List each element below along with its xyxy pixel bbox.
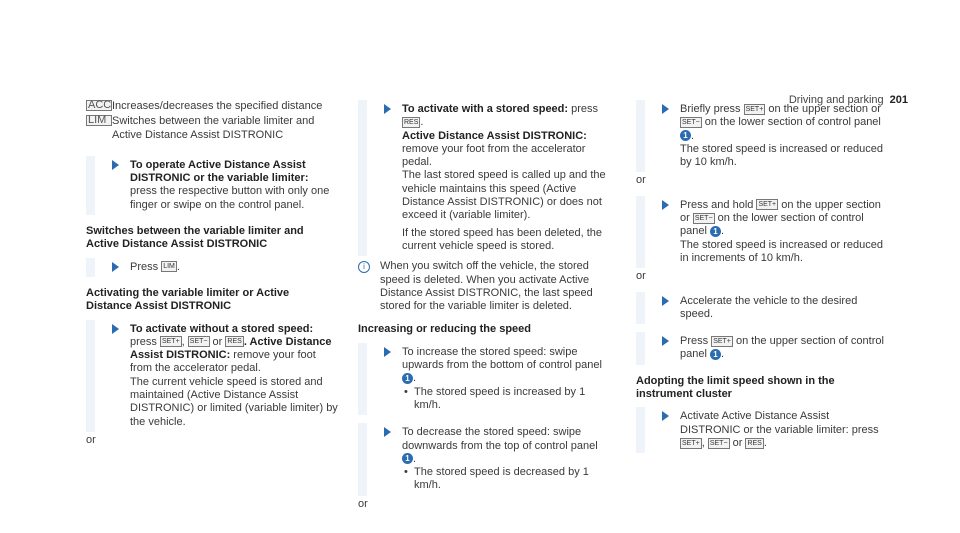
separator: . [691,129,695,142]
separator: . [763,436,767,449]
limiter-icon: LIM [86,115,112,126]
set-down-button-icon: SET− [694,214,713,222]
column-3 [636,100,888,453]
step-text: on the upper section or [765,103,881,115]
instruction-step [636,196,888,268]
step-arrow-icon [662,104,669,114]
step-heading: Active Distance Assist DISTRONIC: [402,129,587,142]
step-text: remove your foot from the accelerator pedal. [402,142,586,169]
callout-number: 1 [402,453,413,464]
step-arrow-icon [662,411,669,421]
column-1 [86,100,338,455]
step-text: The stored speed is increased or reduced in increments of 10 km/h. [680,238,884,264]
set-up-button-icon: SET+ [713,337,731,345]
step-arrow-icon [384,347,391,357]
bullet-item: • The stored speed is increased by 1 km/h. [402,386,610,413]
step-heading: To activate without a stored speed: [130,322,314,335]
step-text: remove your foot from the accelerator pedal. [130,349,316,375]
step-arrow-icon [662,336,669,346]
step-text: Press [130,260,162,273]
callout-number: 1 [710,349,721,360]
step-text: If the stored speed has been deleted, the current vehicle speed is stored. [402,226,602,252]
step-heading: To activate with a stored speed: [402,103,569,115]
separator: , [701,436,708,449]
step-text: The current vehicle speed is stored and maintained (Active Distance Assist DISTRONIC) or limited (variable limiter) by the vehicle. [130,375,338,428]
set-up-button-icon: SET+ [682,439,700,447]
separator: . [720,225,725,238]
separator: , [181,335,188,348]
set-down-button-icon: SET− [709,439,728,447]
separator: . [413,372,417,385]
instruction-step [86,320,338,432]
step-text: press [130,335,160,348]
set-down-button-icon: SET− [682,118,700,126]
instruction-step [86,156,338,215]
separator: or [729,436,746,449]
limiter-button-icon: LIM [163,263,175,271]
page-number: 201 [889,94,908,106]
callout-number: 1 [402,373,413,384]
or-separator: or [358,497,368,510]
step-text: on the upper section or [680,198,881,225]
step-arrow-icon [112,160,119,170]
step-text: To increase the stored speed: swipe upwards from the bottom of control panel [402,345,602,372]
set-up-button-icon: SET+ [161,338,180,346]
step-text: on the lower section of control panel [701,116,881,129]
resume-button-icon: RES [747,439,762,447]
column-2 [358,100,610,519]
symbol-desc: Switches between the variable limiter and Active Distance Assist DISTRONIC [112,115,315,141]
step-text: The last stored speed is called up and the vehicle maintains this speed (Active Distance Assist DISTRONIC) or does not exceed it (variable limiter). [402,169,606,222]
step-text: . [176,260,180,273]
resume-button-icon: RES [227,338,242,346]
symbol-row-limiter [86,115,338,142]
info-icon: i [358,261,370,273]
step-arrow-icon [384,104,391,114]
step-text: To decrease the stored speed: swipe downwards from the top of control panel [402,426,598,452]
instruction-step [358,423,610,495]
set-down-button-icon: SET− [189,338,208,346]
separator: or [209,335,226,348]
section-heading: Increasing or reducing the speed [358,323,531,336]
step-text: on the lower section of control panel [680,212,864,238]
section-heading: Activating the variable limiter or Active Distance Assist DISTRONIC [86,286,290,313]
resume-button-icon: RES [404,118,419,126]
set-up-button-icon: SET+ [745,105,764,113]
step-text: press the respective button with only one finger or swipe on the control panel. [130,185,330,211]
bullet-item: • The stored speed is decreased by 1 km/h. [402,466,610,493]
or-separator: or [636,270,646,283]
step-text: Activate Active Distance Assist DISTRONIC or the variable limiter: press [680,410,879,436]
section-title: Driving and parking [788,94,884,106]
info-text: When you switch off the vehicle, the stored speed is deleted. When you activate Active Distance Assist DISTRONIC, the last speed stored for the variable limiter is deleted. [380,260,593,313]
set-up-button-icon: SET+ [758,201,777,209]
instruction-step [358,100,610,256]
step-text: Press [680,335,712,348]
step-text: on the upper section of control panel [680,335,884,361]
symbol-row-distance [86,100,338,113]
step-arrow-icon [112,262,119,272]
step-arrow-icon [384,427,391,437]
step-text: Briefly press [680,103,744,115]
instruction-step [636,332,888,365]
symbol-desc: Increases/decreases the specified distance [112,100,323,112]
instruction-step [636,407,888,453]
section-heading: Switches between the variable limiter and Active Distance Assist DISTRONIC [86,225,304,251]
instruction-step [636,100,888,172]
separator: . [413,452,417,465]
or-separator: or [636,174,646,187]
step-heading: . Active Distance Assist DISTRONIC: [130,335,332,362]
step-text: The stored speed is increased or reduced by 10 km/h. [680,142,884,169]
callout-number: 1 [710,226,721,237]
distance-adjust-icon: ACC [88,99,112,111]
callout-number: 1 [680,130,691,141]
step-arrow-icon [662,296,669,306]
instruction-step [86,258,338,277]
info-note [358,260,610,313]
instruction-step [358,343,610,415]
step-arrow-icon [112,324,119,334]
step-arrow-icon [662,200,669,210]
instruction-step [636,292,888,325]
step-heading: To operate Active Distance Assist DISTRONIC or the variable limiter: [130,158,309,185]
section-heading: Adopting the limit speed shown in the instrument cluster [636,374,835,401]
or-separator: or [86,433,96,446]
separator: . [420,116,424,129]
separator: . [720,348,725,361]
step-text: Accelerate the vehicle to the desired speed. [680,294,858,320]
step-text: Press and hold [680,198,757,211]
step-text: press [568,103,599,115]
